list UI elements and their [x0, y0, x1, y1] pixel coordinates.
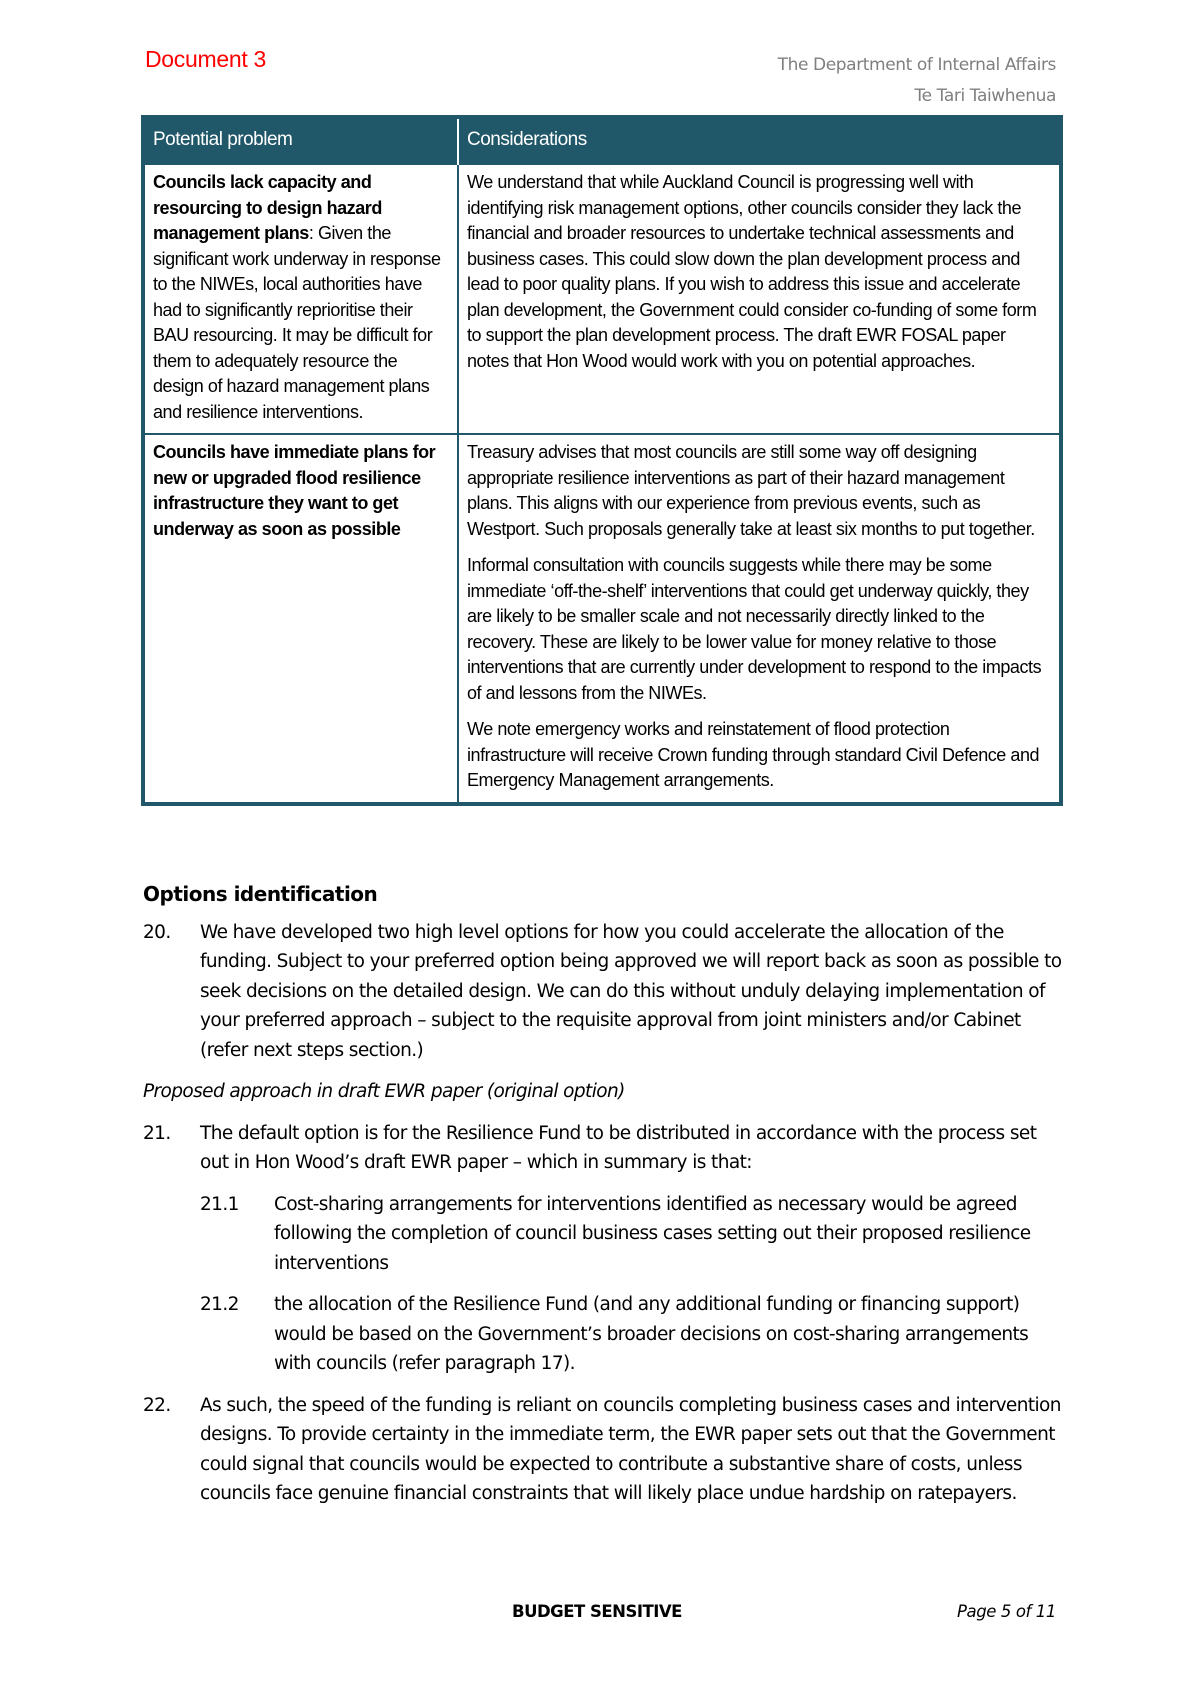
table-row [143, 434, 1061, 804]
table-header-row [143, 117, 1061, 164]
numbered-paragraph [143, 1391, 1063, 1509]
agency-header [778, 50, 1056, 112]
paragraph-number: 22. [143, 1394, 171, 1416]
consideration-paragraph: We note emergency works and reinstatement of flood protection infrastructure will receive Crown funding through standard Civil Defence and Emergency Management arrangements. [467, 719, 1040, 790]
section-heading: Options identification [143, 882, 378, 906]
problems-table [141, 115, 1063, 806]
numbered-paragraph [143, 1119, 1063, 1178]
problem-lead: Councils have immediate plans for new or upgraded flood resilience infrastructure they want to get underway as soon as possible [153, 442, 436, 539]
considerations-cell [458, 434, 1061, 804]
sub-paragraph-text: the allocation of the Resilience Fund (and any additional funding or financing support) would be based on the Government’s broader decisions on cost-sharing arrangements with councils (refer paragraph 17). [274, 1294, 1029, 1374]
document-label: Document 3 [145, 46, 267, 72]
paragraph-number: 20. [143, 921, 171, 943]
sub-paragraph [200, 1190, 1063, 1279]
paragraph-text: As such, the speed of the funding is reliant on councils completing business cases and intervention designs. To provide certainty in the immediate term, the EWR paper sets out that the Government could signal that councils would be expected to contribute a substantive share of costs, unless councils face genuine financial constraints that will likely place undue hardship on ratepayers. [200, 1394, 1061, 1504]
numbered-paragraph [143, 918, 1063, 1066]
problem-detail: : Given the significant work underway in response to the NIWEs, local authorities have had to significantly reprioritise their BAU resourcing. It may be difficult for them to adequately resource the design of hazard management plans and resilience interventions. [153, 223, 441, 422]
subheading: Proposed approach in draft EWR paper (original option) [143, 1081, 625, 1102]
agency-maori-name: Te Tari Taiwhenua [914, 86, 1056, 106]
consideration-paragraph: Treasury advises that most councils are still some way off designing appropriate resilience interventions as part of their hazard management plans. This aligns with our experience from previous events, such as Westport. Such proposals generally take at least six months to put together. [467, 442, 1035, 539]
consideration-paragraph: We understand that while Auckland Council is progressing well with identifying risk management options, other councils consider they lack the financial and broader resources to undertake technical assessments and business cases. This could slow down the plan development process and lead to poor quality plans. If you wish to address this issue and accelerate plan development, the Government could consider co-funding of some form to support the plan development process. The draft EWR FOSAL paper notes that Hon Wood would work with you on potential approaches. [467, 172, 1037, 371]
paragraph-text: We have developed two high level options for how you could accelerate the allocation of the funding. Subject to your preferred option being approved we will report back as soon as possible to seek decisions on the detailed design. We can do this without unduly delaying implementation of your preferred approach – subject to the requisite approval from joint ministers and/or Cabinet (refer next steps section.) [200, 921, 1062, 1061]
sub-paragraph [200, 1290, 1063, 1379]
body-content [143, 880, 1063, 1521]
paragraph-text: The default option is for the Resilience Fund to be distributed in accordance with the process set out in Hon Wood’s draft EWR paper – which in summary is that: [200, 1122, 1037, 1173]
classification-label: BUDGET SENSITIVE [512, 1602, 682, 1621]
consideration-paragraph: Informal consultation with councils suggests while there may be some immediate ‘off-the-shelf’ interventions that could get underway quickly, they are likely to be smaller scale and not necessarily directly linked to the recovery. These are likely to be lower value for money relative to those interventions that are currently under development to respond to the impacts of and lessons from the NIWEs. [467, 555, 1042, 703]
problem-cell [143, 164, 458, 434]
agency-name: The Department of Internal Affairs [777, 55, 1056, 75]
problem-cell [143, 434, 458, 804]
sub-paragraph-text: Cost-sharing arrangements for interventions identified as necessary would be agreed following the completion of council business cases setting out their proposed resilience interventions [274, 1193, 1031, 1274]
paragraph-number: 21. [143, 1122, 171, 1144]
page-number: Page 5 of 11 [956, 1602, 1056, 1621]
table-row [143, 164, 1061, 434]
sub-paragraph-number: 21.2 [200, 1294, 239, 1315]
considerations-cell [458, 164, 1061, 434]
column-header-considerations: Considerations [458, 117, 1061, 164]
sub-paragraph-number: 21.1 [200, 1193, 239, 1215]
column-header-potential-problem: Potential problem [143, 117, 458, 164]
problem-lead: Councils lack capacity and resourcing to design hazard management plans [153, 172, 382, 243]
